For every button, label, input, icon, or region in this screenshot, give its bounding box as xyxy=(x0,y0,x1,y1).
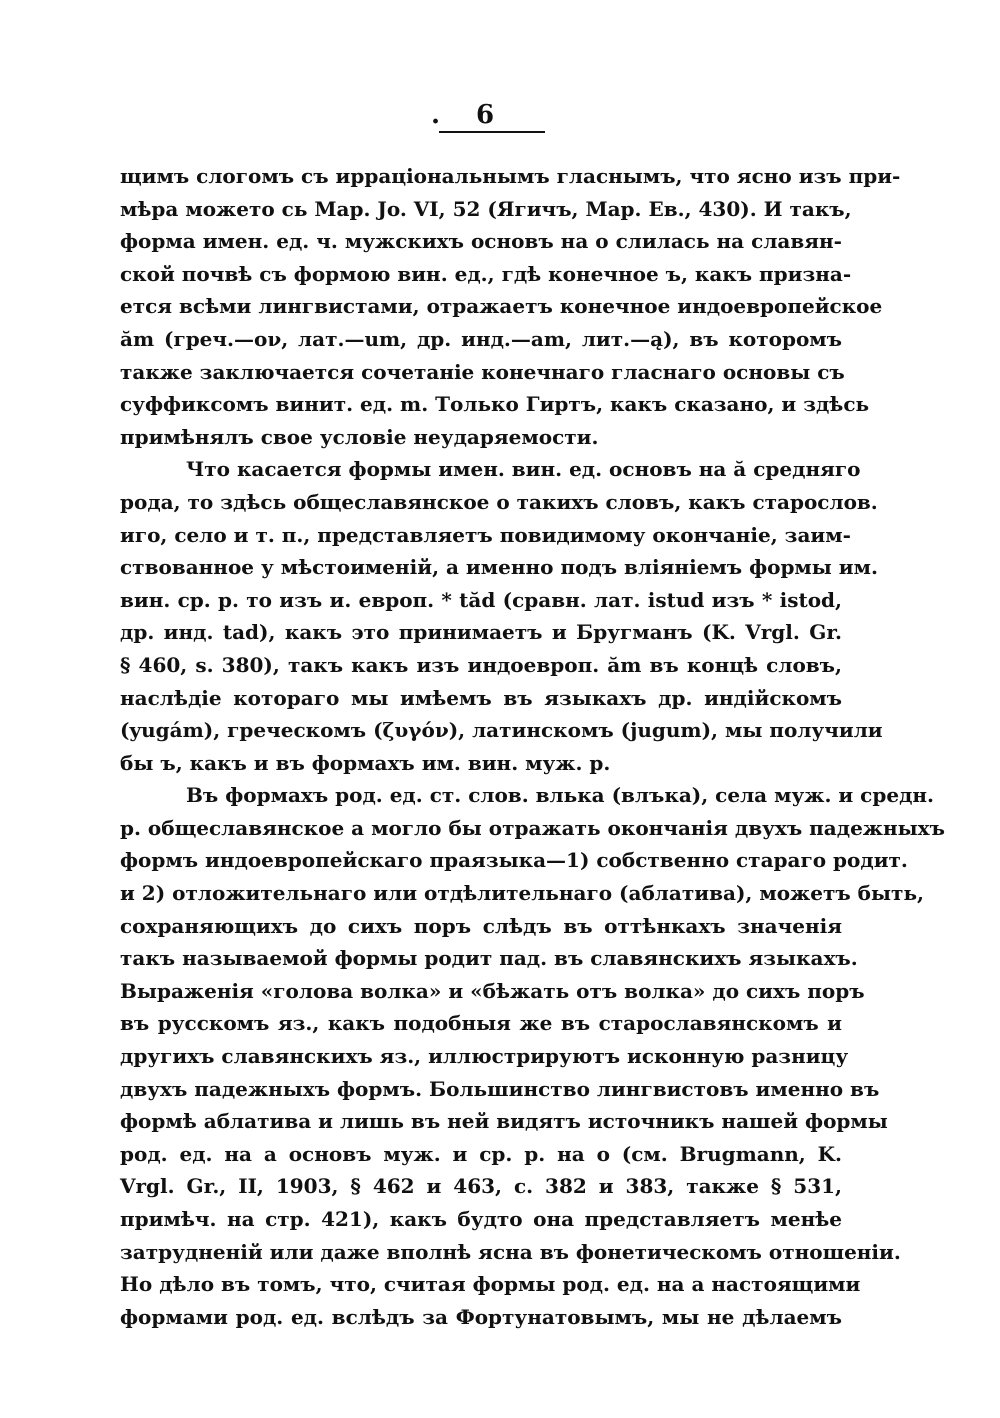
page-number xyxy=(425,100,545,130)
text-line: затрудненій или даже вполнѣ ясна въ фонетическомъ отношеніи. xyxy=(120,1239,901,1264)
text-line: двухъ падежныхъ формъ. Большинство лингвистовъ именно въ xyxy=(120,1076,880,1101)
text-line: примѣнялъ свое условіе неударяемости. xyxy=(120,424,599,449)
text-line: форма имен. ед. ч. мужскихъ основъ на о слилась на славян- xyxy=(120,229,842,254)
text-line: такъ называемой формы родит пад. въ славянскихъ языкахъ. xyxy=(120,946,858,971)
text-line: вин. ср. р. то изъ и. европ. * tăd (сравн. лат. istud изъ * istod, xyxy=(120,587,842,612)
text-line: примѣч. на стр. 421), какъ будто она представляетъ менѣе xyxy=(120,1207,842,1231)
paragraph xyxy=(120,160,901,453)
text-line: др. инд. tad), какъ это принимаетъ и Бругманъ (K. Vrgl. Gr. xyxy=(120,620,842,645)
text-line: суффиксомъ винит. ед. m. Только Гиртъ, какъ сказано, и здѣсь xyxy=(120,392,870,417)
text-line: формами род. ед. вслѣдъ за Фортунатовымъ, мы не дѣлаемъ xyxy=(120,1304,842,1329)
text-line: Въ формахъ род. ед. ст. слов. влька (влъка), села муж. и средн. xyxy=(186,783,934,808)
text-line: Vrgl. Gr., II, 1903, § 462 и 463, с. 382 и 383, также § 531, xyxy=(120,1174,842,1199)
text-line: Выраженія «голова волка» и «бѣжать отъ волка» до сихъ поръ xyxy=(120,978,865,1003)
text-line: Но дѣло въ томъ, что, считая формы род. ед. на а настоящими xyxy=(120,1272,861,1297)
text-line: наслѣдіе котораго мы имѣемъ въ языкахъ др. индійскомъ xyxy=(120,685,842,710)
text-line: иго, село и т. п., представляетъ повидимому окончаніе, заим- xyxy=(120,522,851,547)
page-number-text: 6 xyxy=(475,100,495,130)
text-line: рода, то здѣсь общеславянское о такихъ словъ, какъ старослов. xyxy=(120,489,878,514)
text-line: род. ед. на а основъ муж. и ср. р. на о (см. Brugmann, K. xyxy=(120,1141,842,1166)
text-line: также заключается сочетаніе конечнаго гласнаго основы съ xyxy=(120,359,845,384)
page-number-rule xyxy=(439,131,545,133)
text-line: въ русскомъ яз., какъ подобныя же въ старославянскомъ и xyxy=(120,1011,842,1036)
text-line: формѣ аблатива и лишь въ ней видятъ источникъ нашей формы xyxy=(120,1109,888,1134)
text-line: и 2) отложительнаго или отдѣлительнаго (аблатива), можетъ быть, xyxy=(120,881,924,906)
text-line: ăm (греч.—ον, лат.—um, др. инд.—am, лит.—ą), въ которомъ xyxy=(120,326,842,351)
text-line: § 460, s. 380), такъ какъ изъ индоевроп. ăm въ концѣ словъ, xyxy=(120,652,842,677)
text-line: формъ индоевропейскаго праязыка—1) собственно стараго родит. xyxy=(120,848,908,873)
text-line: ствованное у мѣстоименій, а именно подъ вліяніемъ формы им. xyxy=(120,555,878,580)
text-line: ской почвѣ съ формою вин. ед., гдѣ конечное ъ, какъ призна- xyxy=(120,261,852,286)
text-line: сохраняющихъ до сихъ поръ слѣдъ въ оттѣнкахъ значенія xyxy=(120,913,842,938)
text-line: щимъ слогомъ съ ирраціональнымъ гласнымъ, что ясно изъ при- xyxy=(120,164,901,188)
text-line: (yugám), греческомъ (ζυγόν), латинскомъ (jugum), мы получили xyxy=(120,718,883,743)
text-line: другихъ славянскихъ яз., иллюстрируютъ исконную разницу xyxy=(120,1044,849,1069)
paragraph xyxy=(120,779,945,1333)
body-text xyxy=(120,160,945,1333)
text-line: р. общеславянское а могло бы отражать окончанія двухъ падежныхъ xyxy=(120,815,945,840)
text-line: Что касается формы имен. вин. ед. основъ на ă средняго xyxy=(186,457,861,482)
text-line: мѣра можето сь Мар. Jo. VI, 52 (Ягичъ, Мар. Ев., 430). И такъ, xyxy=(120,196,852,221)
page-number-dot: . xyxy=(431,100,441,130)
paragraph xyxy=(120,453,883,779)
text-line: бы ъ, какъ и въ формахъ им. вин. муж. р. xyxy=(120,750,611,775)
text-line: ется всѣми лингвистами, отражаетъ конечное индоевропейское xyxy=(120,294,883,319)
